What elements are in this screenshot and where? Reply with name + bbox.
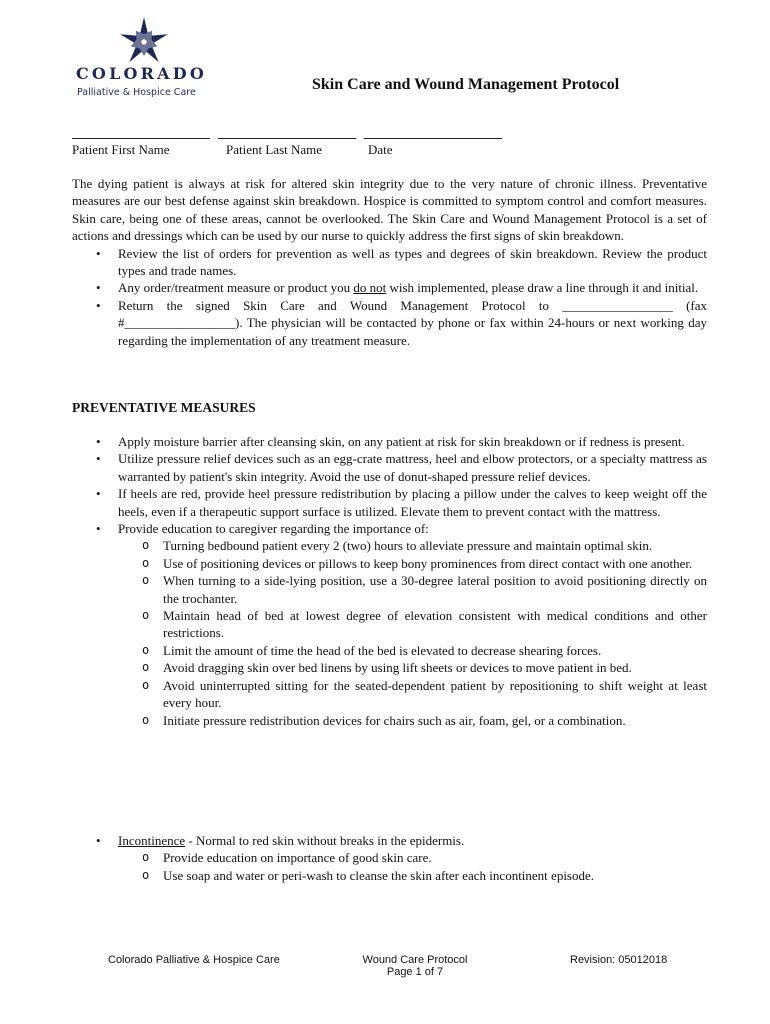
field-label: Date [368,142,393,157]
list-item: • Apply moisture barrier after cleansing skin, on any patient at risk for skin breakdown or if redness is present. [72,433,707,450]
list-item: • If heels are red, provide heel pressure redistribution by placing a pillow under the calves to keep weight off the heels, even if a therapeutic support surface is utilized. Elevate them to prevent contact with the mattress. [72,485,707,520]
footer-revision: Revision: 05012018 [570,954,668,966]
field-label: Patient First Name [72,142,170,157]
sublist-item: o When turning to a side-lying position, use a 30-degree lateral position to avoid positioning directly on the trochanter. [72,572,707,607]
sublist-item: o Avoid uninterrupted sitting for the seated-dependent patient by repositioning to shift weight at least every hour. [72,677,707,712]
list-item: • Utilize pressure relief devices such as an egg-crate mattress, heel and elbow protectors, or a specialty mattress as warranted by patient's skin integrity. Avoid the use of donut-shaped pressure relief devices. [72,450,707,485]
incontinence-sublist [72,849,707,884]
document-title: Skin Care and Wound Management Protocol [312,76,620,93]
preventative-section [72,433,707,729]
logo-wordmark: COLORADO [76,64,207,83]
list-item: • Return the signed Skin Care and Wound Management Protocol to _________________ (fax #_________________). The physician will be contacted by phone or fax within 24-hours or next working day regarding the implementation of any treatment measure. [72,297,707,349]
footer-organization: Colorado Palliative & Hospice Care [108,954,280,966]
patient-first-name-field[interactable] [72,126,210,158]
sublist-item: o Limit the amount of time the head of the bed is elevated to decrease shearing forces. [72,642,707,659]
logo-subtitle: Palliative & Hospice Care [77,87,196,98]
footer-center [340,954,490,978]
incontinence-section [72,832,707,884]
patient-last-name-field[interactable] [218,126,356,158]
list-item: • Review the list of orders for prevention as well as types and degrees of skin breakdown. Review the product types and trade names. [72,245,707,280]
list-item [72,279,707,296]
preventative-list [72,433,707,729]
intro-section [72,175,707,349]
footer-document-name: Wound Care Protocol [362,954,468,966]
signature-line[interactable] [364,126,502,139]
intro-paragraph: The dying patient is always at risk for altered skin integrity due to the very nature of chronic illness. Preventative measures are our best defense against skin breakdown. Hospice is committed to symptom control and comfort measures. Skin care, being one of these areas, cannot be overlooked. The Skin Care and Wound Management Protocol is a set of actions and dressings which can be used by our nurse to quickly address the first signs of skin breakdown. [72,176,707,244]
signature-line[interactable] [72,126,210,139]
sublist-item: o Avoid dragging skin over bed linens by using lift sheets or devices to move patient in bed. [72,659,707,676]
section-heading: PREVENTATIVE MEASURES [72,400,256,415]
list-item [72,520,707,729]
sublist-item: o Provide education on importance of good skin care. [72,849,707,866]
list-item-text: wish implemented, please draw a line through it and initial. [386,280,699,296]
emphasis-text: do not [353,280,387,296]
sublist-item: o Use soap and water or peri-wash to cleanse the skin after each incontinent episode. [72,867,707,884]
list-item-text: - Normal to red skin without breaks in the epidermis. [185,833,465,848]
sublist-item: o Use of positioning devices or pillows to keep bony prominences from direct contact with one another. [72,555,707,572]
organization-logo [74,16,214,98]
education-sublist [72,537,707,728]
instruction-list [72,245,707,349]
sublist-item: o Initiate pressure redistribution devices for chairs such as air, foam, gel, or a combination. [72,712,707,729]
sublist-item: o Maintain head of bed at lowest degree of elevation consistent with medical conditions and other restrictions. [72,607,707,642]
list-item [72,832,707,884]
date-field[interactable] [364,126,502,158]
signature-line[interactable] [218,126,356,139]
list-item-text: Provide education to caregiver regarding the importance of: [118,521,429,537]
field-label: Patient Last Name [226,142,323,157]
footer-page-number: Page 1 of 7 [386,966,444,978]
list-item-text: Any order/treatment measure or product you [118,280,354,296]
term-text: Incontinence [118,833,186,848]
incontinence-list [72,832,707,884]
sublist-item: o Turning bedbound patient every 2 (two) hours to alleviate pressure and maintain optimal skin. [72,537,707,554]
columbine-flower-icon [118,16,170,68]
